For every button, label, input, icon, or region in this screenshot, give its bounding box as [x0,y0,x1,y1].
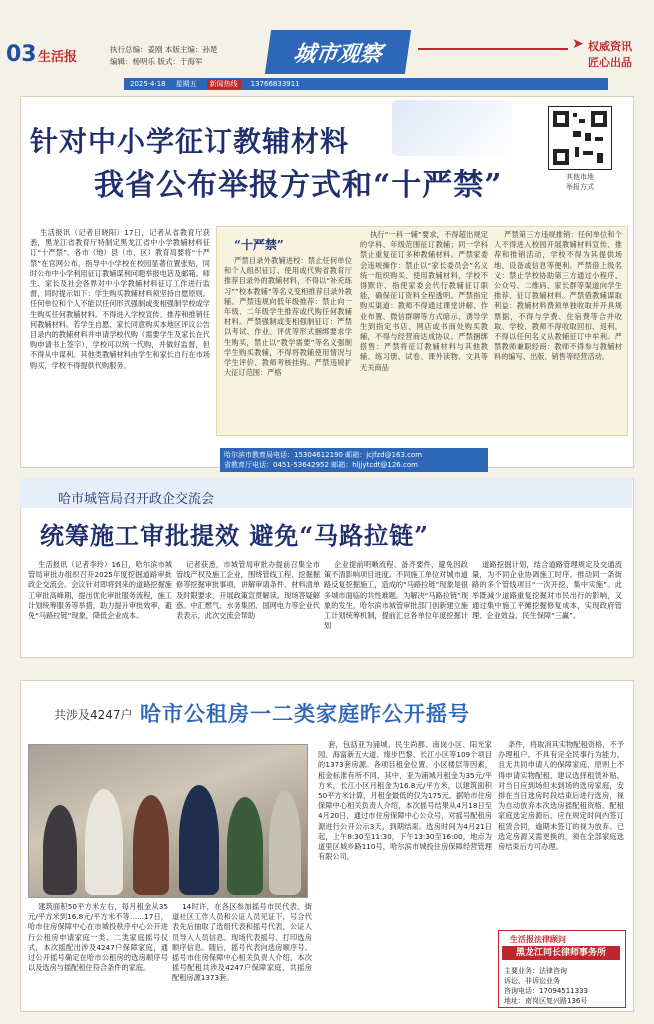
person-figure [269,791,301,895]
person-figure [179,785,219,895]
issue-weekday: 星期五 [175,80,197,88]
section-title: 城市观察 [291,41,384,67]
lottery-photo [28,744,308,898]
rules-column-2 [360,230,488,428]
article3-text-1: 建筑面积50平方米左右，每月租金从35元/平方米到16.8元/平方米不等……17日，哈市住房保障中心在市城投秩序中心公开进行公租房申请家庭一类、二类家庭摇号仪式，本次摇配出涉及4247户保障家庭，通过公开摇号确定在哈市公租房的选房顺序号以及选房与摇配租住符合条件的家庭。 [28,902,168,973]
editor-credits-line2: 编辑：杨明乐 版式：于海军 [110,57,203,66]
headline-road-approval: 统筹施工审批提效 避免“马路拉链” [40,521,429,550]
article2-kicker: 哈市城管局召开政企交流会 [58,492,215,507]
page-number: 03 [6,42,37,67]
qr-caption [548,172,612,192]
qr-caption-line1: 其他市地 [566,173,594,181]
article3-text-4: 条件，将取消其实物配租资格，不予办理租户。不具有完全民事行为能力，且无共同申请人的保障家庭，原则上不得申请实物配租，建议选择租赁补贴。对当日应到场但未到场的选房家庭，安排在当日选房时段结束后进行选房，视为自动放弃本次选房摇配租资格。配租家庭选定房源后，应在规定时间内签订租赁合同，逾期未签订的视为放弃。已选定房源又需更换的，须在全部家庭选房结束后方可办理。 [498,740,624,852]
article2-text-3: 企业提前明晰流程、备齐要件，避免因政策不清影响项目进度。不同施工单位对城市道路反复挖掘施工，造成的“马路拉链”现象是很多城市面临的共性难题。为解决“马路拉链”现象的发生，哈尔滨市城管审批部门创新建立施工计划统筹机制，提前汇总各单位年度挖掘计划 [324,560,468,631]
slogan-line2: 匠心出品 [588,56,632,69]
ad-firm-name: 黑龙江同长律师事务所 [502,946,620,960]
rules-text-3: 严禁第三方违规推销：任何单位和个人不得进入校园开展教辅材料宣传、推荐和推销活动，学校不得为其提供场地、设备或信息等便利。严禁借上级名义：禁止学校协助第三方通过小程序、公众号、二维码、家长群等渠道向学生推荐、征订教辅材料。严禁借教辅谋取利益：教辅材料费须单独收取并开具规票据，不得与学费、住宿费等合并收取。学校、教师不得收取回扣、返利，不得以任何名义从教辅征订中牟利。严禁教师兼职经商：教师不得参与教辅材料的编写、出版、销售等经营活动。 [494,230,622,362]
article3-column-2 [172,902,312,1006]
person-figure [85,789,123,895]
article2-column-4 [472,560,622,650]
hotline-label: 新闻热线 [207,79,241,89]
article3-text-3: 套，包括亚为浦城、民生尚都、南岗小区、阳光家园、海富新五大道、缘步巴黎、长江小区等109个项目的1373套房源。各项目租金位置、小区楼层等因素，租金标准有所不同，其中，亚为浦城月租金为35元/平方米，长江小区月租金为16.8元/平方米，以建筑面积50平方米计算，月租金最低的仅为175元。据哈市住房保障中心相关负责人介绍，本次摇号结果从4月18日至4月20日，通过市住房保障中心公众号，对摇号配租房源进行公开公示3天，到期结束。选房时间为4月21日起，上午8:30至11:30，下午13:30至16:00，地点为道里区城乡路110号，哈尔滨市城投住房保障经营管理有限公司。 [318,740,492,862]
arrow-icon: ➤ [572,36,584,52]
slogan-line1: 权威资讯 [588,40,632,53]
article3-kicker: 共涉及4247户 [54,708,133,722]
article1-lead-text: 生活报讯（记者目晓阳）17日，记者从省教育厅获悉，黑龙江省教育厅特制定黑龙江省中小学教辅材料征订“十严禁”。各市（地）县（市、区）教育局要将“十严禁”在官网公布，指导中小学校在校园显著位置张贴，同时公布中小学利用征订教辅谋利问题举报电话及邮箱。师生、家长及社会各界对中小学教辅材料征订工作进行监督，同时提示如下：学生购买教辅材料须坚持自愿原则。任何单位和个人不能以任何形式强制或变相强制学校或学生购买任何教辅材料。不得进入学校宣传、推荐和推销任何教辅材料。若学生自愿、家长同意购买本地区评议公告目录内的教辅材料并申请学校代购（需要学生及家长在代购申请书上签字），学校可以统一代购，并做好监督，但不得从中谋利。其他类教辅材料由学生和家长自行在市场购买，学校不得提供代购服务。 [30,228,210,370]
headline-teaching-line1: 针对中小学征订教辅材料 [30,125,350,158]
article3-column-1 [28,902,168,1006]
qr-code-icon[interactable] [548,106,612,170]
header-divider [418,48,568,50]
rules-column-1 [224,256,352,428]
headline-teaching-line2: 我省公布举报方式和“十严禁” [94,168,503,203]
ad-line-business: 主要业务：法律咨询 [504,967,567,975]
rules-text-2: 执行“一科一辅”要求，不得超出规定的学科、年级范围征订教辅；同一学科禁止重复征订多种教辅材料。严禁家委会违规操作：禁止以“家长委员会”名义统一组织购买、使用教辅材料，学校不得默许、指使家委会代行教辅征订职能，确保征订资料全程透明。严禁指定购买渠道：教师不得通过课堂讲解、作业布置、微信群聊等方式暗示、诱导学生到指定书店、网店或书商处购买教辅，不得与经营商达成协议。严禁捆绑搭售：严禁将征订教辅材料与其他教辅、练习册、试卷、课外读物、文具等无关商品 [360,230,488,372]
ad-line-address: 地址：南岗区复兴路136号 [504,997,588,1005]
editor-credits-line1: 执行总编：姜刚 本版主编：孙楚 [110,45,218,54]
person-figure [227,797,263,895]
person-figure [43,805,77,895]
article2-column-3 [324,560,468,650]
report-contacts [220,448,488,472]
article1-lead-column [30,228,210,460]
article3-column-3 [318,740,492,1006]
dateline-bar [124,78,608,90]
article2-text-4: 道路挖掘计划，结合道路管理规定及交通流量，为不同企业协调施工时序，推动同一条街路的多个管线项目“一次开挖、集中实施”。此举既减少道路重复挖掘对市民出行的影响，又通过集中施工平摊挖掘修复成本，实现政府管理、企业效益、民生保障“三赢”。 [472,560,622,621]
headline-public-housing: 哈市公租房一二类家庭昨公开摇号 [140,702,470,726]
section-banner [265,30,411,74]
ad-details [504,966,622,1006]
qr-caption-line2: 举报方式 [566,183,594,191]
article2-text-1: 生活报讯（记者李玲）16日，哈尔滨市城管局审批办组织召开2025年度挖掘道路审批政企交流会。会议针对即将到来的道路挖掘施工审批高峰期，提出优化审批服务流程，施工计划统筹服务等举措，助力提升审批效率，避免“马路拉链”现象，降低企业成本。 [28,560,172,621]
article3-column-4 [498,740,624,924]
issue-date: 2025·4·18 [130,80,166,88]
article3-text-2: 14时许，在各区参加摇号市民代表、街道社区工作人员和公证人员见证下，号合代表先后抽取了选组代表和摇号代表，公证人员导入人员信息、现场代表摇号、打印选房顺序信息。随后，摇号代表向选房顺序号。摇号市住房保障中心相关负责人介绍，本次摇号配租共涉及4247户保障家庭，共摇房配租房源1373套。 [172,902,312,983]
rules-column-3 [494,230,622,428]
book-illustration [392,100,512,156]
hotline-number: 13766833911 [250,80,300,88]
report-contact-province: 省教育厅电话：0451-53642952 邮箱：hljjytcdt@126.com [224,461,418,469]
article2-column-2 [176,560,320,650]
article2-text-2: 记者获悉，市城管局审批办提前召集全市管线产权及施工企业，围绕管线工程、挖掘掘修等挖掘审批事项，讲解审请条件、材料清单及时限要求，开展政策宣贯解读。现场答疑解惑。中汇燃气、水务集团、国网电力等企业代表表示，此次交流会帮助 [176,560,320,621]
ad-title: 生活报法律顾问 [510,935,566,944]
ad-line-phone: 咨询电话：17094511333 [504,987,588,995]
rules-title: “十严禁” [234,238,284,252]
rules-text-1: 严禁目录外教辅进校：禁止任何单位和个人组织征订、使用或代购省教育厅推荐目录外的教辅材料，不得以“补充练习”“校本教辅”等名义变相推荐目录外教辅。严禁违规向低年级推荐：禁止向一年级、二年级学生推荐或代购任何教辅材料。严禁强制或变相强制征订：严禁以考试、作业、评优等形式捆绑要求学生购买，禁止以“教学需要”等名义强制学生购买教辅，不得将教辅使用情况与学生评价、教师考核挂钩。严禁违规扩大征订范围：严格 [224,256,352,378]
report-contact-city: 哈尔滨市教育局电话：15304612190 邮箱：jcjfzd@163.com [224,451,423,459]
article2-column-1 [28,560,172,650]
ad-line-services: 诉讼、非诉讼业务 [504,977,560,985]
person-figure [133,795,169,895]
paper-logo: 生活报 [38,50,78,65]
